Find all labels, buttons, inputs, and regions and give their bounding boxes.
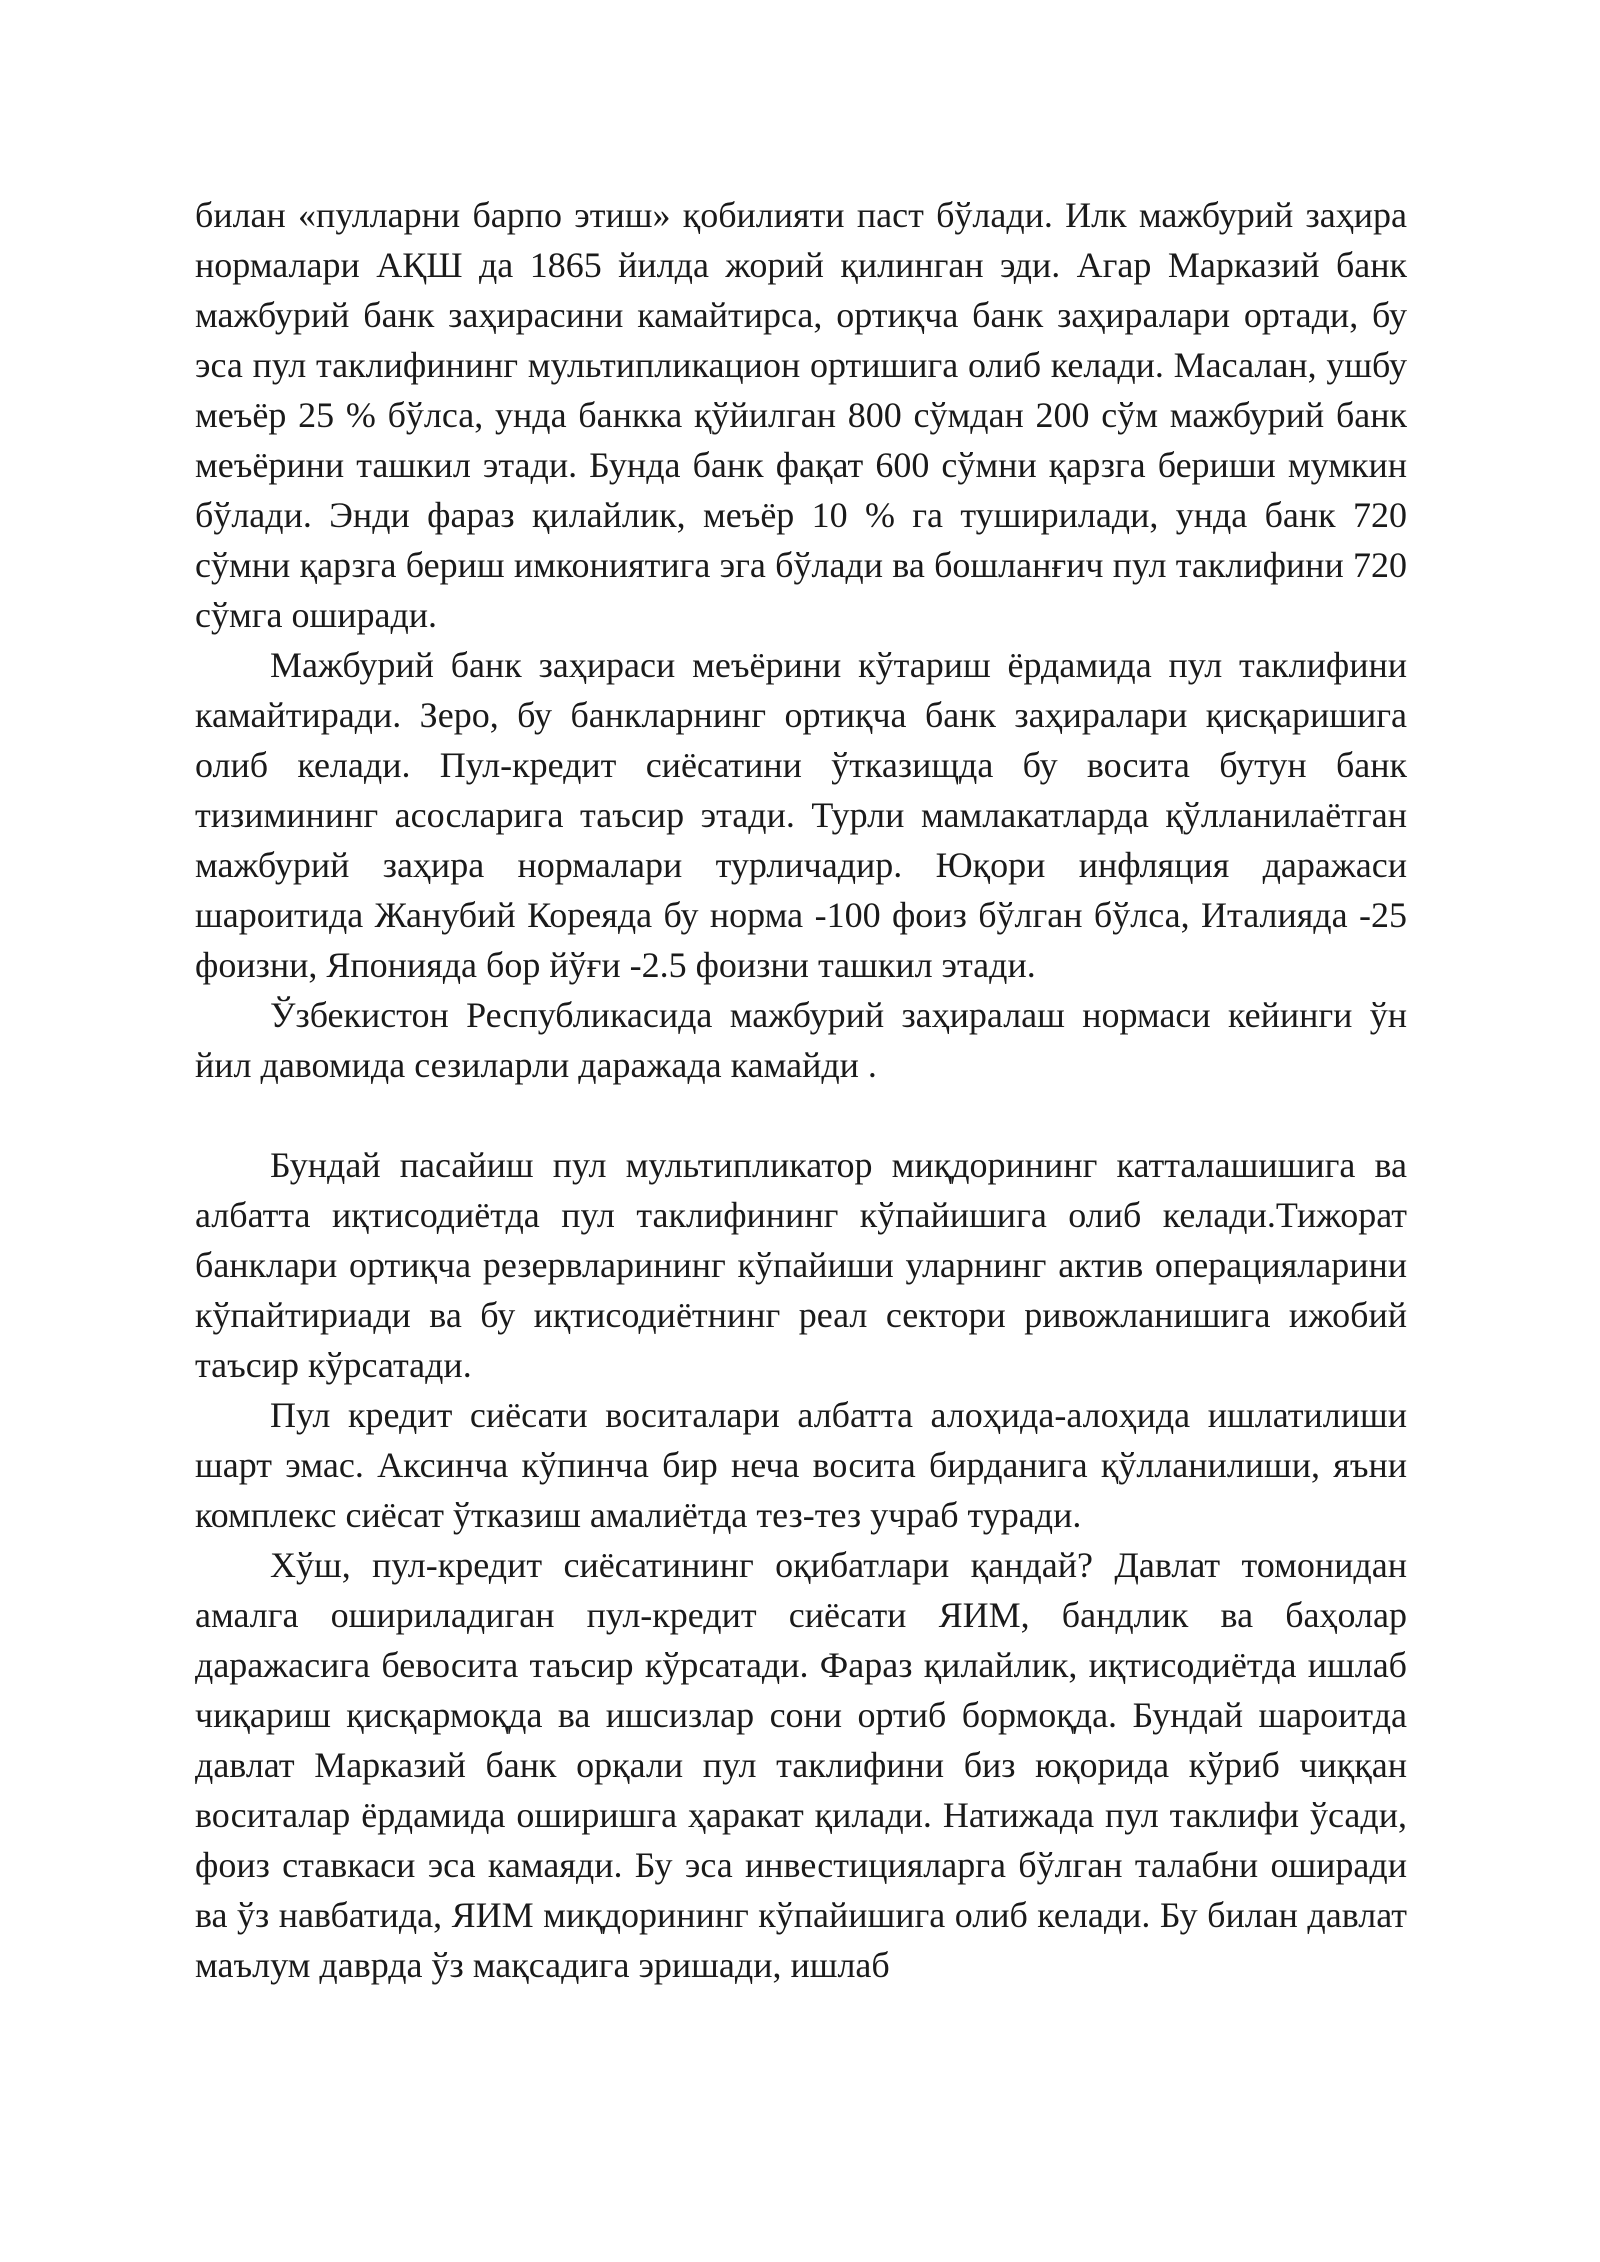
document-body <box>195 190 1407 1990</box>
paragraph-3: Ўзбекистон Республикасида мажбурий заҳиралаш нормаси кейинги ўн йил давомида сезиларли даражада камайди . <box>195 995 1407 1085</box>
blank-line <box>195 1090 1407 1140</box>
paragraph-4: Бундай пасайиш пул мультипликатор миқдорининг катталашишига ва албатта иқтисодиётда пул таклифининг кўпайишига олиб келади.Тижорат банклари ортиқча резервларининг кўпайиши уларнинг актив операцияларини кўпайтириади ва бу иқтисодиётнинг реал сектори ривожланишига ижобий таъсир кўрсатади. <box>195 1145 1407 1385</box>
paragraph-6: Хўш, пул-кредит сиёсатининг оқибатлари қандай? Давлат томонидан амалга ошириладиган пул-кредит сиёсати ЯИМ, бандлик ва баҳолар даражасига бевосита таъсир кўрсатади. Фараз қилайлик, иқтисодиётда ишлаб чиқариш қисқармоқда ва ишсизлар сони ортиб бормоқда. Бундай шароитда давлат Марказий банк орқали пул таклифини биз юқорида кўриб чиққан воситалар ёрдамида оширишга ҳаракат қилади. Натижада пул таклифи ўсади, фоиз ставкаси эса камаяди. Бу эса инвестицияларга бўлган талабни оширади ва ўз навбатида, ЯИМ миқдорининг кўпайишига олиб келади. Бу билан давлат маълум даврда ўз мақсадига эришади, ишлаб <box>195 1545 1407 1985</box>
paragraph-2: Мажбурий банк заҳираси меъёрини кўтариш ёрдамида пул таклифини камайтиради. Зеро, бу банкларнинг ортиқча банк заҳиралари қисқаришига олиб келади. Пул-кредит сиёсатини ўтказищда бу восита бутун банк тизимининг асосларига таъсир этади. Турли мамлакатларда қўлланилаётган мажбурий заҳира нормалари турличадир. Юқори инфляция даражаси шароитида Жанубий Кореяда бу норма -100 фоиз бўлган бўлса, Италияда -25 фоизни, Японияда бор йўғи -2.5 фоизни ташкил этади. <box>195 645 1407 985</box>
paragraph-5: Пул кредит сиёсати воситалари албатта алоҳида-алоҳида ишлатилиши шарт эмас. Аксинча кўпинча бир неча восита бирданига қўлланилиши, яъни комплекс сиёсат ўтказиш амалиётда тез-тез учраб туради. <box>195 1395 1407 1535</box>
paragraph-1: билан «пулларни барпо этиш» қобилияти паст бўлади. Илк мажбурий заҳира нормалари АҚШ да 1865 йилда жорий қилинган эди. Агар Марказий банк мажбурий банк заҳирасини камайтирса, ортиқча банк заҳиралари ортади, бу эса пул таклифининг мультипликацион ортишига олиб келади. Масалан, ушбу меъёр 25 % бўлса, унда банкка қўйилган 800 сўмдан 200 сўм мажбурий банк меъёрини ташкил этади. Бунда банк фақат 600 сўмни қарзга бериши мумкин бўлади. Энди фараз қилайлик, меъёр 10 % га туширилади, унда банк 720 сўмни қарзга бериш имкониятига эга бўлади ва бошланғич пул таклифини 720 сўмга оширади. <box>195 195 1407 635</box>
